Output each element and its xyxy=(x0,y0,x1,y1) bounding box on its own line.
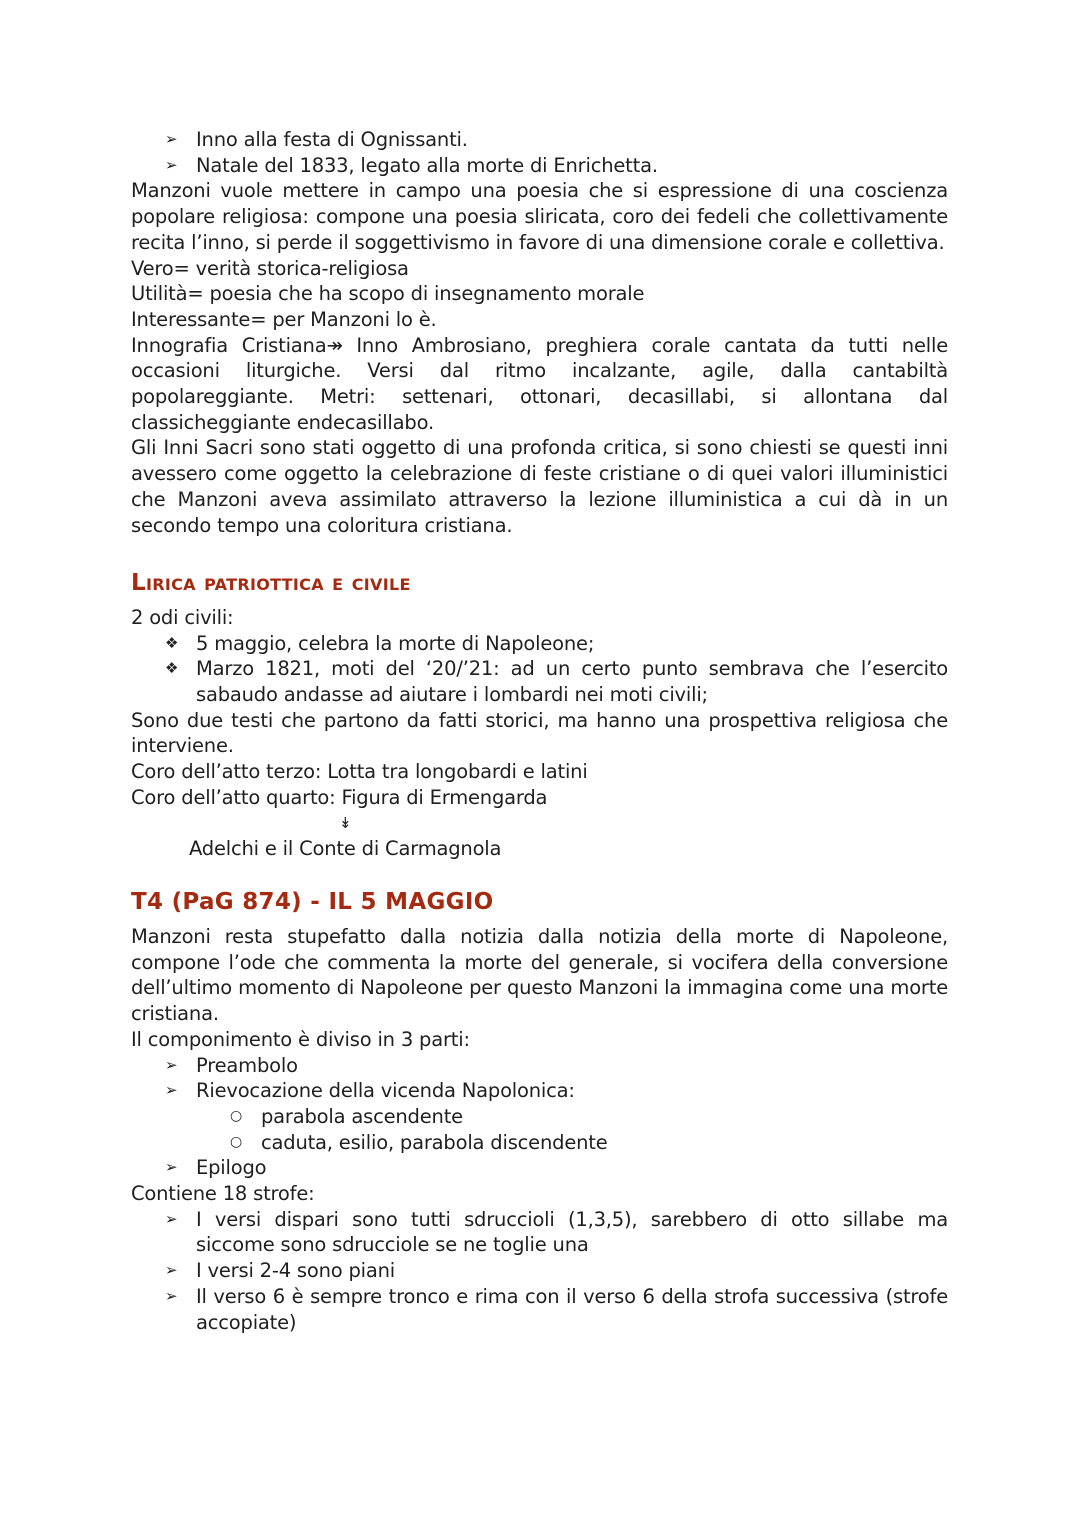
list-item xyxy=(131,1130,948,1156)
paragraph-manzoni-stupefatto: Manzoni resta stupefatto dalla notizia dalla notizia della morte di Napoleone, compone l’ode che commenta la morte del generale, si vocifera della conversione dell’ultimo momento di Napoleone per questo Manzoni la immagina come una morte cristiana. xyxy=(131,924,948,1026)
paragraph-testi-storici: Sono due testi che partono da fatti storici, ma hanno una prospettiva religiosa che interviene. xyxy=(131,708,948,758)
arrowhead-bullet-icon: ➢ xyxy=(165,130,178,148)
list-item-text: Inno alla festa di Ognissanti. xyxy=(196,128,468,151)
paragraph-innografia: Innografia Cristiana↠ Inno Ambrosiano, preghiera corale cantata da tutti nelle occasioni liturgiche. Versi dal ritmo incalzante, agile, dalla cantabiltà popolareggiante. Metri: settenari, ottonari, decasillabi, si allontana dal classicheggiante endecasillabo. xyxy=(131,333,948,434)
paragraph-poesia-popolare: Manzoni vuole mettere in campo una poesia che si espressione di una coscienza popolare religiosa: compone una poesia sliricata, coro dei fedeli che collettivamente recita l’inno, si perde il soggettivismo in favore di una dimensione corale e collettiva. xyxy=(131,179,948,254)
list-item-text: Rievocazione della vicenda Napolonica: xyxy=(196,1079,575,1103)
arrowhead-bullet-icon: ➢ xyxy=(165,1158,178,1177)
definition-utilita: Utilità= poesia che ha scopo di insegnamento morale xyxy=(131,282,645,306)
section-heading-5-maggio: T4 (PaG 874) - IL 5 MAGGIO xyxy=(131,889,494,916)
list-item xyxy=(131,1284,948,1335)
paragraph-odi-intro: 2 odi civili: xyxy=(131,605,234,629)
list-item-text: I versi dispari sono tutti sdruccioli (1,3,5), sarebbero di otto sillabe ma siccome sono sdrucciole se ne toglie una xyxy=(196,1207,948,1257)
arrowhead-bullet-icon: ➢ xyxy=(165,155,178,174)
definition-interessante: Interessante= per Manzoni lo è. xyxy=(131,307,437,331)
down-arrow-icon: ↡ xyxy=(339,813,352,832)
list-item-text: Il verso 6 è sempre tronco e rima con il verso 6 della strofa successiva (strofe accopiate) xyxy=(196,1284,948,1334)
list-item-text: 5 maggio, celebra la morte di Napoleone; xyxy=(196,631,595,655)
list-item xyxy=(131,153,948,179)
list-item xyxy=(131,127,948,153)
list-item xyxy=(131,1104,948,1130)
list-item xyxy=(131,656,948,707)
list-item-text: I versi 2-4 sono piani xyxy=(196,1259,396,1283)
line-strofe-intro: Contiene 18 strofe: xyxy=(131,1182,315,1206)
list-item-text: parabola ascendente xyxy=(261,1104,463,1128)
document-page xyxy=(131,127,948,1335)
diamond-bullet-icon: ❖ xyxy=(165,659,179,678)
circle-bullet-icon: ○ xyxy=(230,1107,243,1124)
circle-bullet-icon: ○ xyxy=(230,1133,243,1150)
list-item xyxy=(131,631,948,657)
list-item-text: Natale del 1833, legato alla morte di Enrichetta. xyxy=(196,153,658,177)
list-item xyxy=(131,1078,948,1104)
line-parti-intro: Il componimento è diviso in 3 parti: xyxy=(131,1027,470,1051)
list-item xyxy=(131,1155,948,1181)
paragraph-critica: Gli Inni Sacri sono stati oggetto di una profonda critica, si sono chiesti se questi inni avessero come oggetto la celebrazione di feste cristiane o di quei valori illuministici che Manzoni aveva assimilato attraverso la lezione illuministica a cui dà in un secondo tempo una coloritura cristiana. xyxy=(131,436,948,537)
line-adelchi: Adelchi e il Conte di Carmagnola xyxy=(189,836,502,860)
list-item xyxy=(131,1258,948,1284)
list-item-text: caduta, esilio, parabola discendente xyxy=(261,1130,608,1154)
list-item xyxy=(131,1053,948,1079)
definition-vero: Vero= verità storica-religiosa xyxy=(131,256,409,280)
arrowhead-bullet-icon: ➢ xyxy=(165,1055,178,1074)
arrowhead-bullet-icon: ➢ xyxy=(165,1209,178,1228)
arrowhead-bullet-icon: ➢ xyxy=(165,1261,178,1280)
list-item xyxy=(131,1207,948,1258)
line-coro-quarto: Coro dell’atto quarto: Figura di Ermengarda xyxy=(131,785,548,809)
list-item-text: Preambolo xyxy=(196,1053,298,1077)
arrowhead-bullet-icon: ➢ xyxy=(165,1286,178,1305)
line-coro-terzo: Coro dell’atto terzo: Lotta tra longobardi e latini xyxy=(131,760,588,784)
diamond-bullet-icon: ❖ xyxy=(165,633,179,652)
list-item-text: Marzo 1821, moti del ‘20/’21: ad un certo punto sembrava che l’esercito sabaudo andasse ad aiutare i lombardi nei moti civili; xyxy=(196,657,948,707)
list-item-text: Epilogo xyxy=(196,1156,267,1180)
arrowhead-bullet-icon: ➢ xyxy=(165,1081,178,1100)
section-heading-lirica: Lirica patriottica e civile xyxy=(131,570,411,597)
